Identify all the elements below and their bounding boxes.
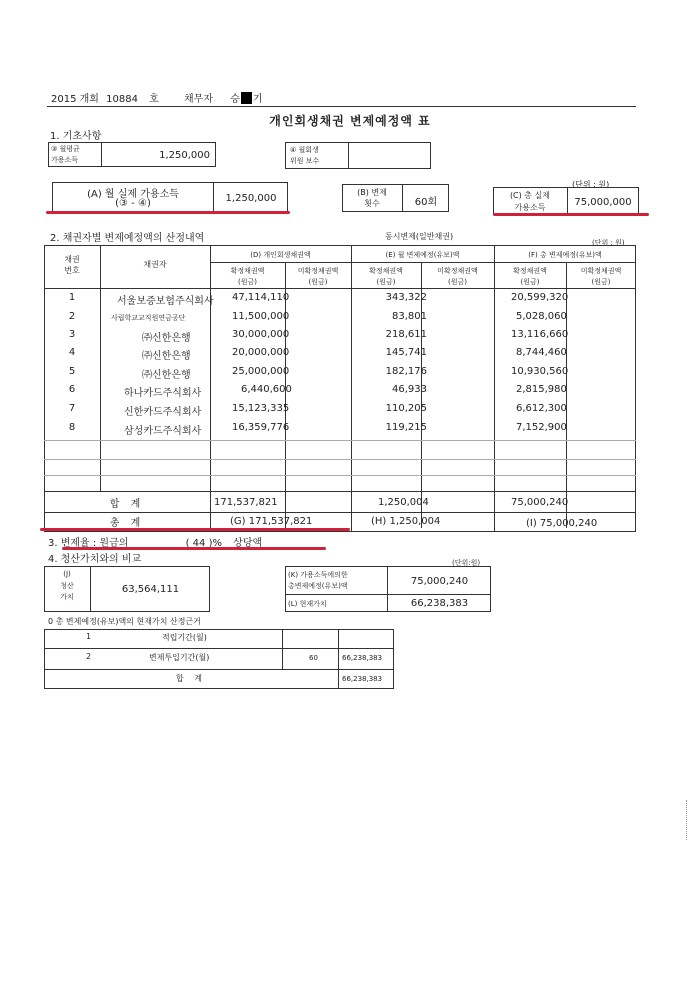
row-d-confirmed: 30,000,000 — [232, 329, 290, 340]
pv-row-label: 변제투입기간(월) — [149, 653, 210, 662]
table-row — [44, 422, 636, 438]
row-line — [44, 459, 636, 460]
scan-noise — [686, 800, 689, 840]
row-creditor: ㈜신한은행 — [142, 370, 191, 381]
sub-d-unconfirmed-2: (원금) — [308, 278, 328, 286]
sub-f-confirmed-2: (원금) — [520, 278, 540, 286]
pv-sum-label: 합 계 — [176, 674, 206, 683]
row-d-confirmed: 16,359,776 — [232, 422, 290, 433]
c-label-1: (C) 총 실제 — [509, 191, 551, 200]
row-no: 7 — [68, 403, 76, 414]
row-e-confirmed: 119,215 — [385, 422, 427, 433]
a-label-2: (③ - ④) — [115, 198, 151, 209]
case-number: 10884 — [106, 94, 138, 105]
sub-e-unconfirmed-1: 미확정채권액 — [437, 267, 478, 275]
case-label: 개회 — [79, 94, 99, 105]
l-label: (L) 현재가치 — [288, 600, 327, 608]
table-row — [44, 329, 636, 345]
section0-heading: 0 총 변제예정(유보)액의 현재가치 산정근거 — [48, 617, 201, 626]
header-bottom-line — [44, 288, 636, 289]
sum-top-line — [44, 491, 636, 492]
rate-prefix: 3. 변제율 : 원금의 — [48, 538, 129, 549]
l-value: 66,238,383 — [410, 598, 469, 609]
pv-row-value: 66,238,383 — [342, 654, 383, 662]
rate-value: ( 44 )% — [185, 538, 222, 549]
col-header-f: (F) 총 변제예정(유보)액 — [528, 251, 602, 259]
row-creditor: 하나카드주식회사 — [124, 388, 202, 399]
pv-row — [44, 632, 394, 646]
row-d-confirmed: 25,000,000 — [232, 366, 290, 377]
row-e-confirmed: 145,741 — [385, 347, 427, 358]
row-e-confirmed: 46,933 — [392, 384, 427, 395]
table-row — [44, 403, 636, 419]
section1-unit: (단위 : 원) — [572, 180, 610, 189]
sum-f: 75,000,240 — [511, 497, 569, 508]
monthly-income-value: 1,250,000 — [159, 150, 210, 161]
c-value: 75,000,000 — [574, 197, 632, 208]
row-e-confirmed: 83,801 — [392, 311, 427, 322]
k-label-2: 총변제예정(유보)액 — [288, 582, 348, 590]
col-header-creditor: 채권자 — [143, 260, 167, 269]
row-creditor: 신한카드주식회사 — [124, 407, 202, 418]
row-d-confirmed: 11,500,000 — [232, 311, 290, 322]
sub-d-confirmed-1: 확정채권액 — [230, 267, 265, 275]
debtor-name-suffix: 기 — [252, 94, 263, 105]
row-line — [44, 475, 636, 476]
row-f-confirmed: 10,930,560 — [511, 366, 569, 377]
section2-heading: 2. 채권자별 변제예정액의 산정내역 — [50, 233, 205, 244]
pv-row-label: 적립기간(월) — [162, 633, 207, 642]
k-label-1: (K) 가용소득에의한 — [288, 571, 348, 579]
total-label: 총 계 — [109, 518, 145, 529]
row-no: 8 — [68, 422, 76, 433]
page-title: 개인회생채권 변제예정액 표 — [269, 114, 431, 128]
row-no: 6 — [68, 384, 76, 395]
section2-method: 동시변제(일반채권) — [385, 232, 454, 241]
table-row — [44, 347, 636, 363]
a-value: 1,250,000 — [225, 193, 277, 204]
b-value: 60회 — [414, 197, 438, 208]
sub-f-unconfirmed-1: 미확정채권액 — [580, 267, 622, 275]
row-e-confirmed: 343,322 — [385, 292, 427, 303]
j-value: 63,564,111 — [121, 584, 180, 595]
header-subline — [210, 262, 636, 263]
rate-suffix: 상당액 — [233, 538, 263, 549]
section4-heading: 4. 청산가치와의 비교 — [48, 554, 142, 565]
c-label-2: 가용소득 — [514, 203, 546, 212]
b-label-2: 횟수 — [364, 199, 380, 208]
row-d-confirmed: 6,440,600 — [241, 384, 292, 395]
row-f-confirmed: 7,152,900 — [516, 422, 567, 433]
row-creditor: 사립학교교직원연금공단 — [111, 314, 186, 322]
row-f-confirmed: 5,028,060 — [516, 311, 567, 322]
sub-e-confirmed-2: (원금) — [376, 278, 396, 286]
row-e-confirmed: 218,611 — [385, 329, 427, 340]
sub-f-unconfirmed-2: (원금) — [591, 278, 611, 286]
pv-row-line-2 — [44, 669, 394, 670]
highlight-underline-a — [46, 211, 290, 214]
pv-row-no: 1 — [86, 632, 92, 641]
highlight-underline-total — [40, 528, 350, 531]
section1-heading: 1. 기초사항 — [50, 131, 102, 142]
col-header-no-1: 채권 — [64, 255, 80, 264]
sub-d-unconfirmed-1: 미확정채권액 — [297, 267, 339, 275]
row-no: 5 — [68, 366, 76, 377]
j-label-1: (J) — [63, 570, 71, 578]
table-row — [44, 366, 636, 382]
row-f-confirmed: 8,744,460 — [516, 347, 567, 358]
total-g: (G) 171,537,821 — [230, 516, 313, 527]
row-creditor: ㈜신한은행 — [142, 351, 191, 362]
trustee-fee-label-2: 위원 보수 — [290, 157, 320, 165]
sum-d: 171,537,821 — [214, 497, 278, 508]
col-header-e: (E) 월 변제예정(유보)액 — [385, 251, 460, 259]
j-label-2: 청산 — [60, 582, 74, 590]
header-rule — [47, 106, 636, 107]
row-no: 2 — [68, 311, 76, 322]
row-creditor: 서울보증보험주식회사 — [117, 296, 214, 307]
section2-unit: (단위 : 원) — [592, 239, 625, 247]
sub-e-unconfirmed-2: (원금) — [448, 278, 467, 286]
monthly-income-label-2: 가용소득 — [51, 156, 79, 164]
monthly-income-label-1: ③ 월평균 — [51, 145, 80, 153]
row-e-confirmed: 182,176 — [385, 366, 427, 377]
section4-unit: (단위:원) — [452, 559, 481, 567]
pv-row-no: 2 — [86, 652, 92, 661]
total-top-line — [44, 512, 636, 513]
table-row — [44, 384, 636, 400]
row-no: 4 — [68, 347, 76, 358]
total-h: (H) 1,250,004 — [371, 516, 441, 527]
debtor-label: 채무자 — [184, 94, 213, 105]
a-label-1: (A) 월 실제 가용소득 — [87, 189, 179, 200]
pv-sum-value: 66,238,383 — [342, 675, 383, 683]
sum-e: 1,250,004 — [378, 497, 429, 508]
pv-row-line-1 — [44, 648, 394, 649]
sub-f-confirmed-1: 확정채권액 — [513, 267, 547, 275]
highlight-underline-c — [493, 213, 649, 216]
row-no: 3 — [68, 329, 76, 340]
col-header-no-2: 번호 — [64, 266, 80, 275]
pv-row — [44, 652, 394, 666]
case-year: 2015 — [51, 94, 77, 105]
trustee-fee-label-1: ④ 월회생 — [290, 146, 319, 154]
sub-d-confirmed-2: (원금) — [238, 278, 257, 286]
trustee-fee-divider — [348, 142, 349, 169]
monthly-income-divider — [101, 142, 102, 167]
row-line — [44, 440, 636, 441]
case-suffix: 호 — [149, 94, 159, 105]
row-d-confirmed: 20,000,000 — [232, 347, 290, 358]
b-label-1: (B) 변제 — [357, 188, 387, 197]
row-creditor: 삼성카드주식회사 — [124, 426, 202, 437]
row-d-confirmed: 15,123,335 — [232, 403, 290, 414]
row-creditor: ㈜신한은행 — [142, 333, 191, 344]
case-header — [51, 90, 263, 105]
row-no: 1 — [68, 292, 76, 303]
row-f-confirmed: 13,116,660 — [511, 329, 569, 340]
table-row — [44, 311, 636, 327]
sub-e-confirmed-1: 확정채권액 — [369, 267, 403, 275]
k-value: 75,000,240 — [410, 576, 469, 587]
col-header-d: (D) 개인회생채권액 — [250, 251, 311, 259]
row-e-confirmed: 110,205 — [385, 403, 427, 414]
sum-label: 합 계 — [109, 499, 145, 510]
total-i: (I) 75,000,240 — [526, 518, 598, 529]
debtor-name-prefix: 승 — [230, 94, 240, 105]
row-f-confirmed: 20,599,320 — [511, 292, 569, 303]
comparison-midline — [285, 594, 491, 595]
row-d-confirmed: 47,114,110 — [232, 292, 290, 303]
row-f-confirmed: 2,815,980 — [516, 384, 567, 395]
redaction-block — [241, 92, 252, 104]
j-label-3: 가치 — [60, 593, 74, 601]
pv-row-count: 60 — [309, 654, 318, 662]
table-row — [44, 292, 636, 308]
row-f-confirmed: 6,612,300 — [516, 403, 567, 414]
